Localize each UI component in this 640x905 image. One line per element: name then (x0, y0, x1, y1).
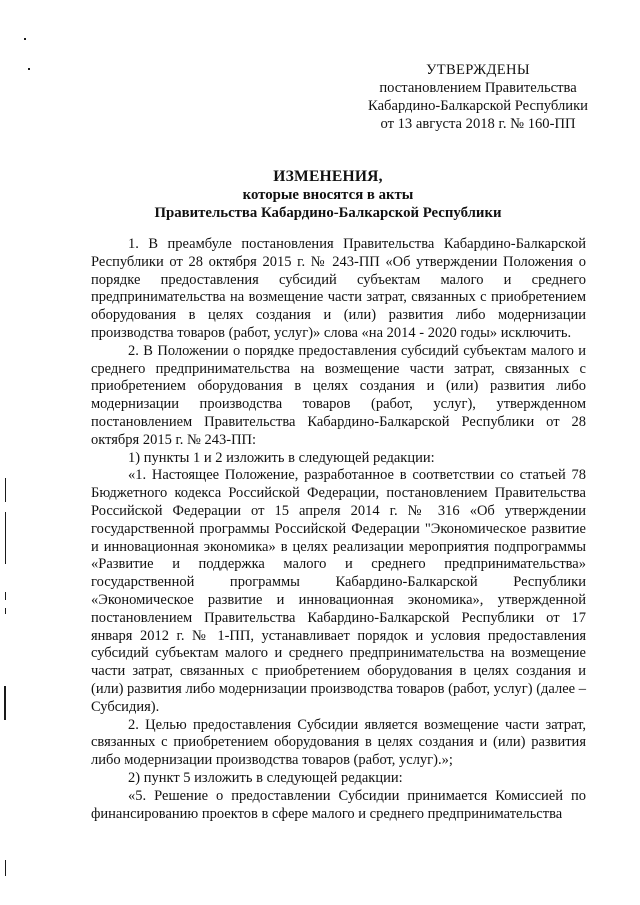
paragraph: 2. Целью предоставления Субсидии является возмещение части затрат, связанных с приобретением оборудования в целях создания и (или) развития либо модернизации производства товаров (работ, услуг).»; (91, 716, 586, 769)
scan-mark (5, 512, 6, 564)
document-body (91, 236, 586, 823)
scan-mark (5, 592, 6, 600)
scan-mark (5, 478, 6, 502)
scan-mark (5, 608, 6, 614)
document-heading (80, 168, 576, 222)
paragraph: 2) пункт 5 изложить в следующей редакции: (128, 769, 403, 786)
heading-title: ИЗМЕНЕНИЯ, (273, 168, 383, 185)
approval-title: УТВЕРЖДЕНЫ (426, 62, 530, 78)
approval-line: от 13 августа 2018 г. № 160-ПП (380, 116, 576, 132)
paragraph: «5. Решение о предоставлении Субсидии принимается Комиссией по финансированию проектов в сфере малого и среднего предпринимательства (91, 787, 586, 822)
paragraph: 2. В Положении о порядке предоставления субсидий субъектам малого и среднего предпринимательства на возмещение части затрат, связанных с приобретением оборудования в целях создания и (или) развития либо модернизации производства товаров (работ, услуг), утвержденном постановлением Правительства Кабардино-Балкарской Республики от 28 октября 2015 г. № 243-ПП: (91, 342, 586, 448)
scan-mark (28, 68, 30, 70)
paragraph: 1) пункты 1 и 2 изложить в следующей редакции: (128, 449, 435, 466)
approval-line: Кабардино-Балкарской Республики (368, 98, 588, 114)
scan-mark (5, 860, 6, 876)
scan-mark (24, 38, 26, 40)
heading-subtitle: Правительства Кабардино-Балкарской Республики (154, 205, 502, 221)
heading-subtitle: которые вносятся в акты (242, 187, 414, 203)
paragraph: «1. Настоящее Положение, разработанное в соответствии со статьей 78 Бюджетного кодекса Российской Федерации, постановлением Правительства Российской Федерации от 15 апреля 2014 г. № 316 «Об утверждении государственной программы Российской Федерации "Экономическое развитие и инновационная экономика» в целях реализации мероприятия подпрограммы «Развитие и поддержка малого и среднего предпринимательства» государственной программы Кабардино-Балкарской Республики «Экономическое развитие и инновационная экономика», утвержденной постановлением Правительства Кабардино-Балкарской Республики от 17 января 2012 г. № 1-ПП, устанавливает порядок и условия предоставления субсидий субъектам малого и среднего предпринимательства на возмещение части затрат, связанных с приобретением оборудования в целях создания и (или) развития либо модернизации производства товаров (работ, услуг) (далее – Субсидия). (91, 467, 586, 715)
approval-line: постановлением Правительства (379, 80, 577, 96)
scan-mark (4, 686, 6, 720)
paragraph: 1. В преамбуле постановления Правительства Кабардино-Балкарской Республики от 28 октября 2015 г. № 243-ПП «Об утверждении Положения о порядке предоставления субсидий субъектам малого и среднего предпринимательства на возмещение части затрат, связанных с приобретением оборудования в целях создания и (или) развития либо модернизации производства товаров (работ, услуг)» слова «на 2014 - 2020 годы» исключить. (91, 236, 586, 341)
approval-block (360, 61, 596, 133)
